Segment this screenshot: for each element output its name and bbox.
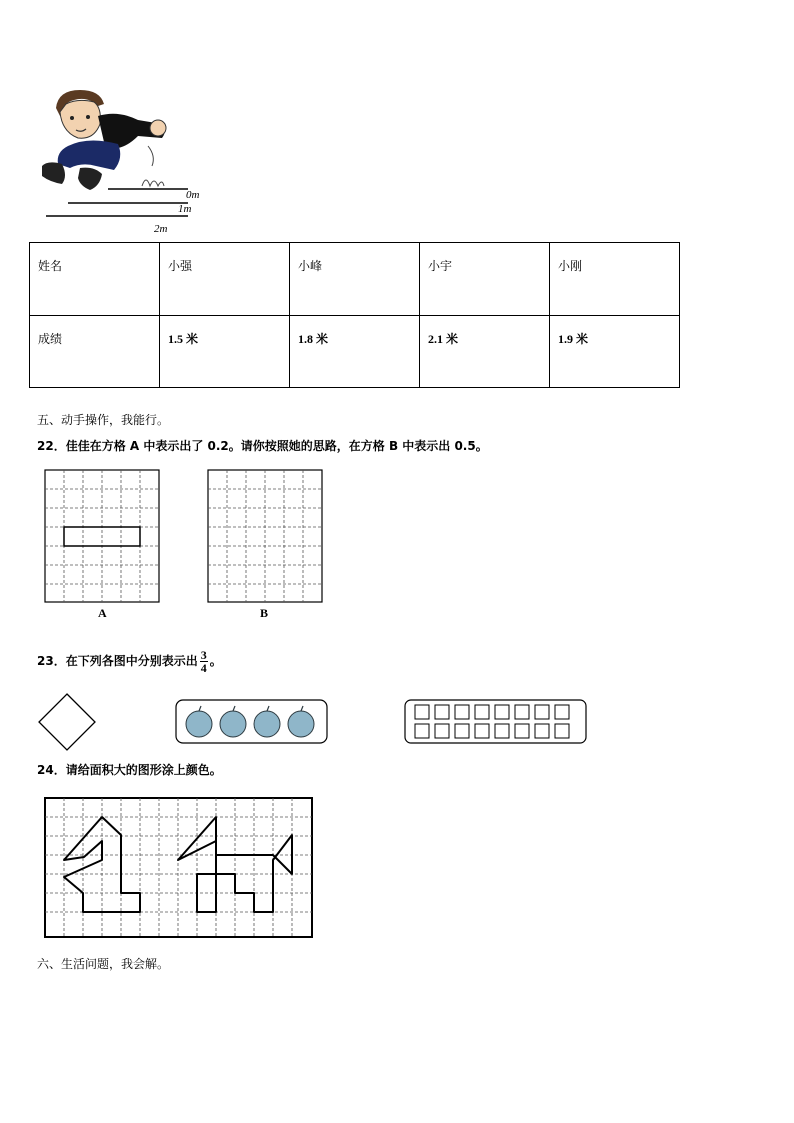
shape-grid — [44, 797, 314, 940]
fraction-three-quarters — [200, 649, 208, 674]
table-cell: 小刚 — [550, 243, 680, 316]
long-jump-illustration — [38, 86, 218, 236]
table-cell: 1.9 米 — [550, 315, 680, 388]
squares-box — [404, 699, 588, 745]
diamond-shape — [37, 692, 99, 754]
table-cell: 小峰 — [290, 243, 420, 316]
table-row — [30, 315, 680, 388]
table-cell: 小宇 — [420, 243, 550, 316]
section-5-title: 五、动手操作，我能行。 — [37, 413, 170, 427]
score-table — [29, 242, 680, 388]
section-6-title: 六、生活问题，我会解。 — [37, 957, 170, 971]
table-cell: 成绩 — [30, 315, 160, 388]
fraction-numerator: 3 — [200, 648, 207, 662]
mark-0m: 0m — [186, 189, 200, 201]
table-cell: 2.1 米 — [420, 315, 550, 388]
question-23-text — [37, 648, 222, 674]
mark-1m: 1m — [178, 203, 192, 215]
grid-a — [44, 469, 162, 605]
grid-b-label: B — [260, 606, 269, 620]
question-24-text: 24．请给面积大的图形涂上颜色。 — [37, 763, 222, 777]
table-cell: 小强 — [160, 243, 290, 316]
mark-2m: 2m — [154, 223, 168, 235]
grid-a-label: A — [98, 606, 107, 620]
table-cell: 1.8 米 — [290, 315, 420, 388]
fraction-denominator: 4 — [200, 661, 207, 675]
long-jump-boy-icon — [42, 90, 166, 190]
question-23-suffix: 。 — [209, 654, 222, 668]
apple-box — [175, 699, 329, 745]
table-row — [30, 243, 680, 316]
table-cell: 1.5 米 — [160, 315, 290, 388]
table-cell: 姓名 — [30, 243, 160, 316]
question-23-prefix: 23．在下列各图中分别表示出 — [37, 654, 198, 668]
question-22-text: 22．佳佳在方格 A 中表示出了 0.2。请你按照她的思路，在方格 B 中表示出 0.5。 — [37, 439, 488, 453]
grid-b — [207, 469, 325, 605]
